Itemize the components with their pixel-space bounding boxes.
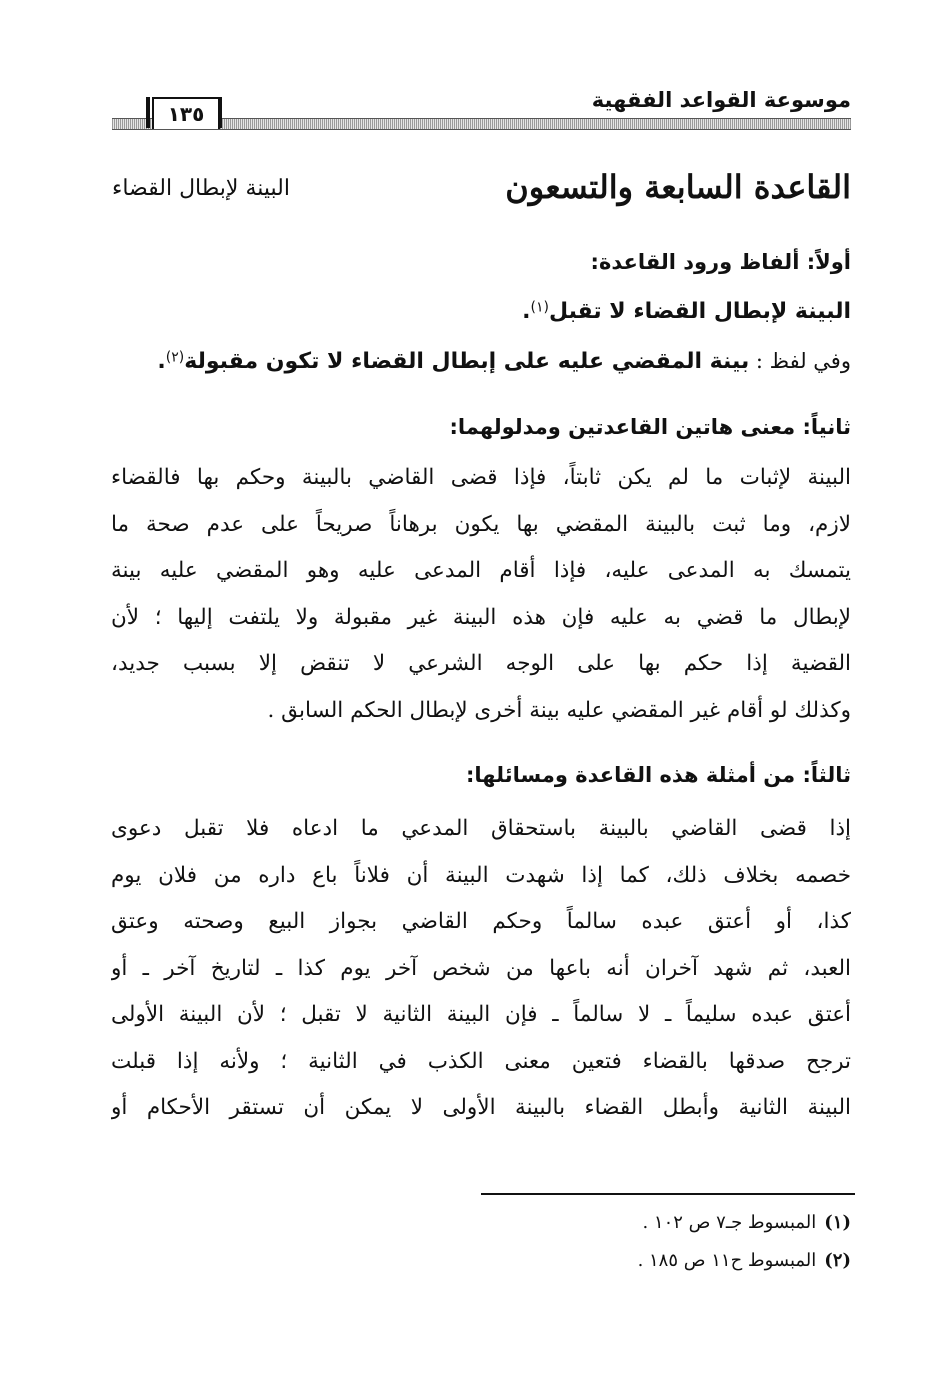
text-line: لازم، وما ثبت بالبينة المقضي بها يكون برهاناً صريحاً على عدم صحة ما xyxy=(111,511,851,537)
text-line: وكذلك لو أقام غير المقضي عليه بينة أخرى لإبطال الحكم السابق . xyxy=(267,697,851,723)
text-line: العبد، ثم شهد آخران أنه باعها من شخص آخر يوم كذا ـ لتاريخ آخر ـ أو xyxy=(111,955,851,981)
rule-statement-end: . xyxy=(522,299,531,324)
variant-text: بينة المقضي عليه على إبطال القضاء لا تكون مقبولة xyxy=(184,349,750,374)
section-3 xyxy=(111,760,851,790)
footnote-1-text: المبسوط جـ٧ ص ١٠٢ . xyxy=(642,1212,817,1233)
section-1 xyxy=(111,247,851,277)
text-line: ترجح صدقها بالقضاء فتعين معنى الكذب في الثانية ؛ ولأنه إذا قبلت xyxy=(111,1048,851,1074)
text-line: إذا قضى القاضي بالبينة باستحقاق المدعي ما ادعاه فلا تقبل دعوى xyxy=(111,816,851,841)
footnote-2-text: المبسوط ح١١ ص ١٨٥ . xyxy=(637,1250,817,1271)
section-2 xyxy=(111,412,851,442)
text-line: القضية إذا حكم بها على الوجه الشرعي لا تنقض إلا بسبب جديد، xyxy=(111,651,851,676)
footnote-1 xyxy=(642,1212,851,1233)
footnote-separator xyxy=(481,1193,855,1195)
rule-statement-text: البينة لإبطال القضاء لا تقبل xyxy=(548,299,851,324)
footnote-2 xyxy=(638,1250,851,1271)
text-line: لإبطال ما قضي به عليه فإن هذه البينة غير مقبولة ولا يلتفت إليها ؛ لأن xyxy=(111,604,851,630)
text-line: خصمه بخلاف ذلك، كما إذا شهدت البينة أن فلاناً باع داره من فلان يوم xyxy=(111,862,851,888)
footnote-1-number: (١) xyxy=(824,1212,851,1233)
rule-statement xyxy=(111,296,851,328)
page-number-box xyxy=(152,97,220,129)
section-2-paragraph xyxy=(111,455,851,734)
rule-variant xyxy=(111,346,851,378)
footnote-ref-2: (٢) xyxy=(165,349,185,366)
rule-title: القاعدة السابعة والتسعون xyxy=(505,168,851,206)
text-line: البينة الثانية وأبطل القضاء بالبينة الأولى لا يمكن أن تستقر الأحكام أو xyxy=(111,1095,851,1120)
page-number: ١٣٥ xyxy=(167,102,205,126)
footnote-ref-1: (١) xyxy=(530,299,549,316)
section-3-paragraph xyxy=(111,806,851,1132)
variant-end: . xyxy=(157,349,166,374)
section-3-heading: ثالثاً: من أمثلة هذه القاعدة ومسائلها: xyxy=(465,763,851,787)
variant-prefix: وفي لفظ : xyxy=(749,349,851,373)
text-line: أعتق عبده سليماً ـ لا سالماً ـ فإن البينة الثانية لا تقبل ؛ لأن البينة الأولى xyxy=(111,1002,851,1027)
text-line: يتمسك به المدعى عليه، فإذا أقام المدعى عليه وهو المقضي عليه بينة xyxy=(111,558,851,583)
page-number-bar-left xyxy=(146,97,150,128)
header-rule xyxy=(112,118,851,130)
running-header-title: موسوعة القواعد الفقهية xyxy=(591,88,851,112)
section-1-heading: أولاً: ألفاظ ورود القاعدة: xyxy=(590,250,851,274)
rule-subtitle: البينة لإبطال القضاء xyxy=(112,176,290,201)
text-line: البينة لإثبات ما لم يكن ثابتاً، فإذا قضى القاضي بالبينة وحكم بها فالقضاء xyxy=(111,465,851,490)
text-line: كذا، أو أعتق عبده سالماً وحكم القاضي بجواز البيع وصحته وعتق xyxy=(111,909,851,934)
footnote-2-number: (٢) xyxy=(824,1250,851,1271)
section-2-heading: ثانياً: معنى هاتين القاعدتين ومدلولهما: xyxy=(449,415,851,439)
